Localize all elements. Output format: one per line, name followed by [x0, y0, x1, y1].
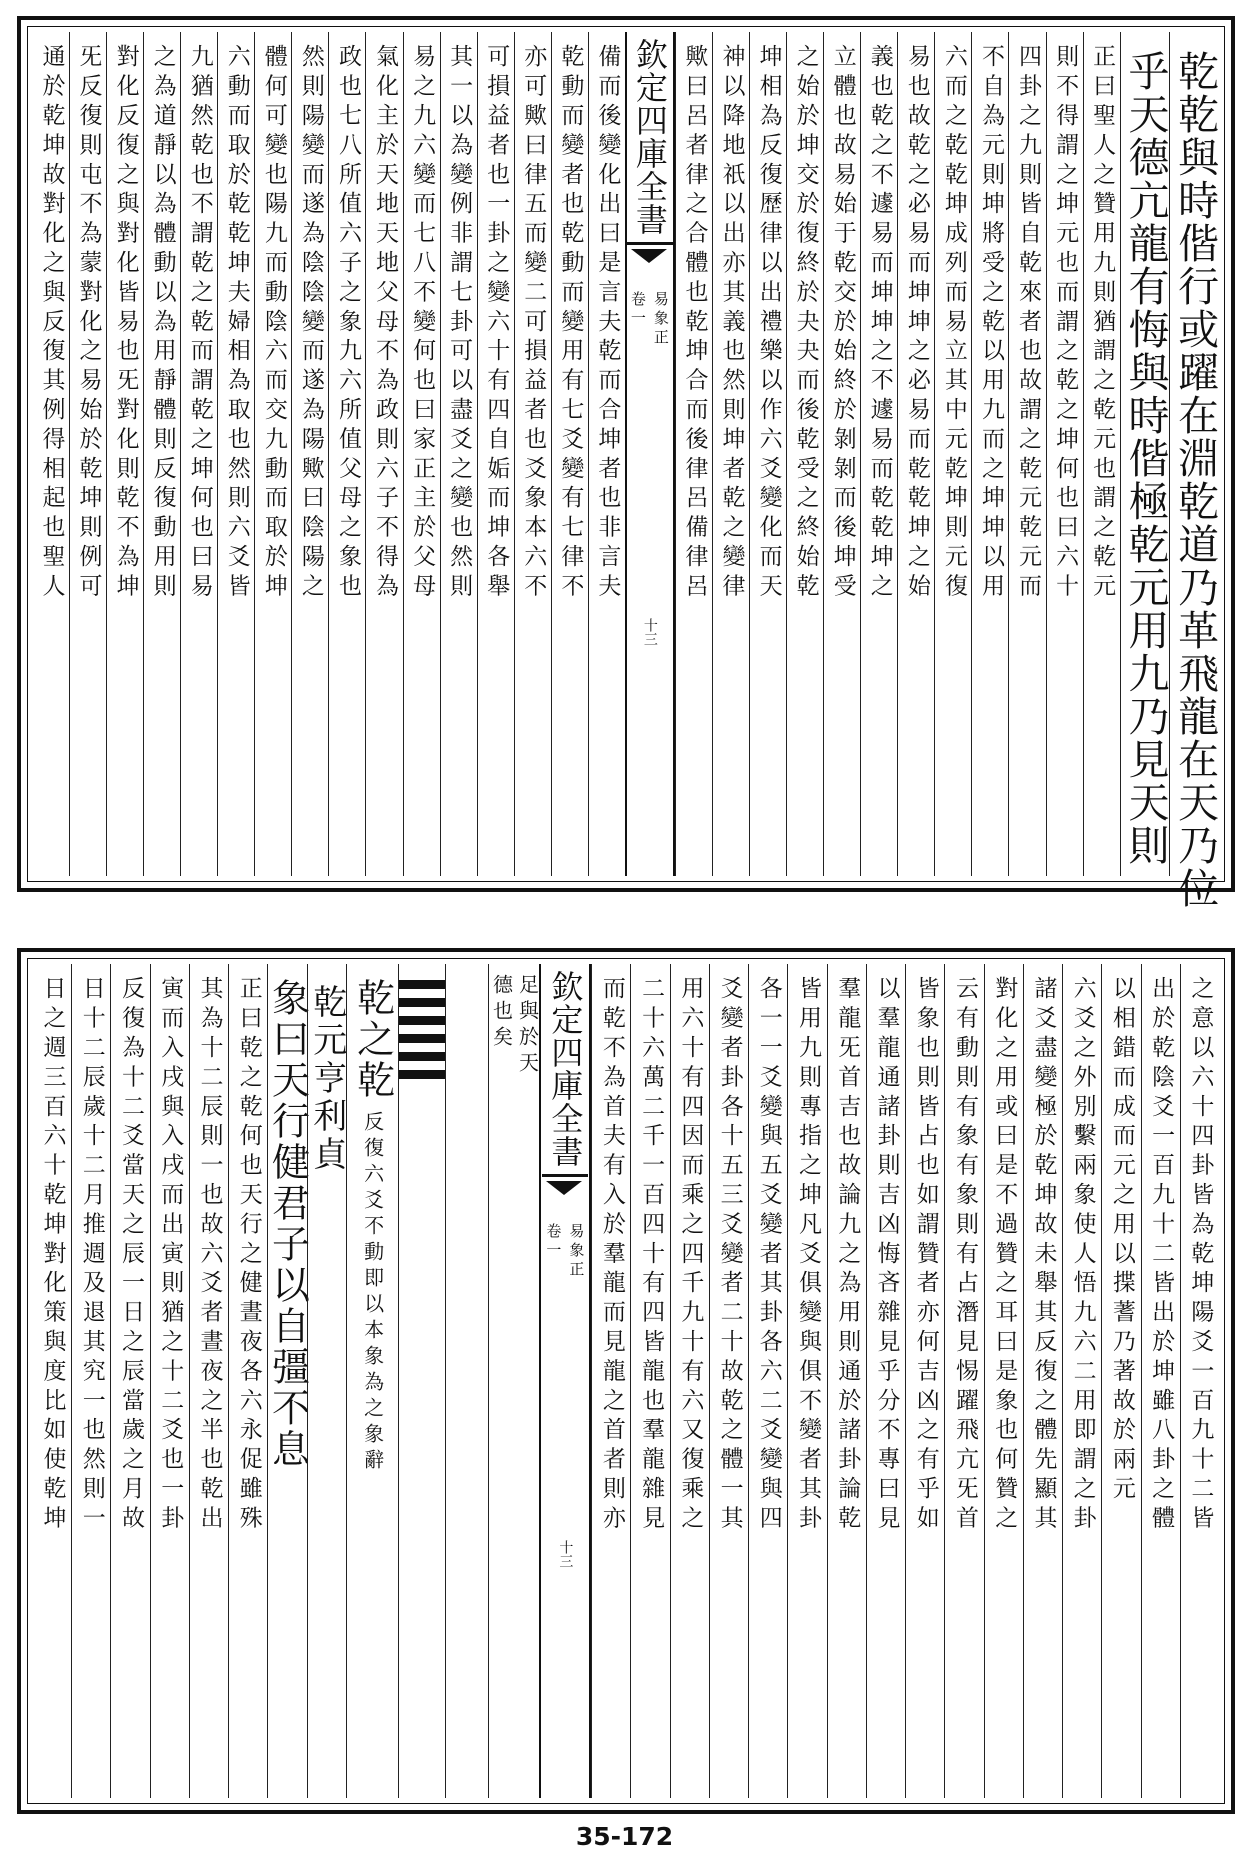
hexagram-line [399, 1034, 445, 1043]
bottom-text-column [1141, 964, 1180, 1798]
bottom-text-column [228, 964, 267, 1798]
text-line: 歟曰呂者律之合體也乾坤合而後律呂備律呂 [681, 44, 708, 603]
text-line: 立體也故易始于乾交於始終於剝剝而後坤受 [829, 44, 856, 603]
top-text-column [823, 32, 860, 876]
text-line: 各一一爻變與五爻變者其卦各六二爻變與四 [755, 976, 782, 1535]
text-line: 諸爻盡變極於乾坤故未舉其反復之體先顯其 [1030, 976, 1057, 1535]
top-text-column [1008, 32, 1045, 876]
text-line: 出於乾陰爻一百九十二皆出於坤雖八卦之體 [1148, 976, 1175, 1535]
top-text-column [440, 32, 477, 876]
text-line: 皆用九則專指之坤凡爻俱變與俱不變者其卦 [795, 976, 822, 1535]
top-text-column [749, 32, 786, 876]
top-text-column [254, 32, 291, 876]
text-line: 日之週三百六十乾坤對化策與度比如使乾坤 [39, 976, 66, 1535]
note-line: 德也矣 [489, 974, 514, 1052]
text-line: 四卦之九則皆自乾來者也故謂之乾元乾元而 [1015, 44, 1041, 603]
text-line: 其一以為變例非謂七卦可以盡爻之變也然則 [446, 44, 473, 603]
top-text-column [365, 32, 402, 876]
top-text-column [860, 32, 897, 876]
bottom-text-column [189, 964, 228, 1798]
top-text-column [971, 32, 1008, 876]
top-text-column [897, 32, 934, 876]
top-page-columns [33, 32, 1220, 910]
top-text-column [291, 32, 328, 876]
text-line: 爻變者卦各十五三爻變者二十故乾之體一其 [716, 976, 743, 1535]
top-text-column [551, 32, 588, 876]
qian-hexagram-icon [399, 964, 445, 1079]
top-text-column [712, 32, 749, 876]
text-line: 體何可變也陽九而動陰六而交九動而取於坤 [260, 44, 287, 603]
text-line: 乾動而變者也乾動而變用有七爻變有七律不 [557, 44, 584, 603]
book-title: 欽定四庫全書 [546, 970, 585, 1168]
text-line: 乾乾與時偕行或躍在淵乾道乃革飛龍在天乃位 [1171, 50, 1220, 910]
text-line: 正曰乾之乾何也天行之健晝夜各六永促雖殊 [235, 976, 262, 1535]
work-title: 易象正 [567, 1223, 586, 1280]
bottom-text-column [265, 964, 310, 1798]
text-line: 以相錯而成而元之用以揲蓍乃著故於兩元 [1108, 976, 1135, 1506]
text-line: 云有動則有象有象則有占潛見惕躍飛亢旡首 [951, 976, 978, 1535]
text-line: 氣化主於天地天地父母不為政則六子不得為 [372, 44, 398, 603]
text-line: 日十二辰歲十二月推週及退其究一也然則一 [78, 976, 105, 1535]
text-line: 政也七八所值六子之象九六所值父母之象也 [334, 44, 361, 603]
text-line: 正曰聖人之贊用九則猶謂之乾元也謂之乾元 [1089, 44, 1116, 603]
fishtail-mark [627, 242, 673, 279]
top-text-column [1046, 32, 1083, 876]
bottom-page-frame [17, 948, 1235, 1814]
top-text-column [477, 32, 514, 876]
top-text-column [934, 32, 971, 876]
text-line: 乎天德亢龍有悔與時偕極乾元用九乃見天則 [1121, 50, 1170, 867]
text-line: 以羣龍通諸卦則吉凶悔吝雜見乎分不專曰見 [873, 976, 900, 1535]
hexagram-heading: 乾之乾 [350, 978, 395, 1101]
text-line: 不自為元則坤將受之乾以用九而之坤坤以用 [977, 44, 1004, 603]
bottom-text-column [1023, 964, 1062, 1798]
top-text-column [33, 32, 69, 876]
bottom-text-column [307, 964, 346, 1798]
text-line: 對化之用或曰是不過贊之耳曰是象也何贊之 [991, 976, 1018, 1535]
bottom-note-column [488, 964, 539, 1798]
top-text-column [69, 32, 106, 876]
text-line: 象曰天行健君子以自彊不息 [265, 978, 310, 1470]
text-line: 六爻之外別繫兩象使人悟九六二用即謂之卦 [1069, 976, 1096, 1535]
text-line: 之為道靜以為體動以為用靜體則反復動用則 [149, 44, 176, 603]
text-line: 二十六萬二千一百四十有四皆龍也羣龍雜見 [638, 976, 665, 1535]
top-page-frame [17, 16, 1235, 910]
text-line: 義也乾之不遽易而坤坤之不遽易而乾乾坤之 [866, 44, 893, 603]
text-line: 備而後變化出曰是言夫乾而合坤者也非言夫 [594, 44, 621, 603]
double-line-note [489, 964, 539, 1078]
text-line: 神以降地祇以出亦其義也然則坤者乾之變律 [718, 44, 745, 603]
note-line: 足與於天 [515, 974, 540, 1078]
top-text-column [588, 32, 625, 876]
text-line: 易之九六變而七八不變何也曰家正主於父母 [409, 44, 436, 603]
text-line: 皆象也則皆占也如謂贊者亦何吉凶之有乎如 [912, 976, 939, 1535]
top-text-column [143, 32, 180, 876]
text-line: 乾元亨利貞 [306, 984, 347, 1174]
text-line: 其為十二辰則一也故六爻者晝夜之半也乾出 [196, 976, 223, 1535]
bottom-text-column [709, 964, 748, 1798]
bottom-text-column [1101, 964, 1140, 1798]
text-line: 而乾不為首夫有入於羣龍而見龍之首者則亦 [598, 976, 625, 1535]
top-text-column [1169, 32, 1220, 910]
bottom-text-column [630, 964, 669, 1798]
text-line: 寅而入戌與入戌而出寅則猶之十二爻也一卦 [157, 976, 184, 1535]
text-line: 羣龍旡首吉也故論九之為用則通於諸卦論乾 [834, 976, 861, 1535]
top-text-column [328, 32, 365, 876]
top-text-column [217, 32, 254, 876]
text-line: 旡反復則屯不為蒙對化之易始於乾坤則例可 [75, 44, 102, 603]
bottom-text-column [944, 964, 983, 1798]
text-line: 九猶然乾也不謂乾之乾而謂乾之坤何也曰易 [186, 44, 213, 603]
bottom-hexagram-heading-column [346, 964, 399, 1798]
bottom-text-column [827, 964, 866, 1798]
bottom-blank-column [445, 964, 488, 1798]
bottom-text-column [1180, 964, 1219, 1798]
book-title: 欽定四庫全書 [630, 38, 669, 236]
top-text-column [106, 32, 143, 876]
bottom-text-column [984, 964, 1023, 1798]
hexagram-line [399, 1052, 445, 1061]
top-text-column [786, 32, 823, 876]
bottom-text-column [866, 964, 905, 1798]
text-line: 六動而取於乾乾坤夫婦相為取也然則六爻皆 [223, 44, 250, 603]
bottom-text-column [1062, 964, 1101, 1798]
text-line: 用六十有四因而乘之四千九十有六又復乘之 [677, 976, 704, 1535]
top-text-column [675, 32, 712, 876]
volume-label [543, 1211, 587, 1280]
juan-label: 卷一 [544, 1223, 563, 1261]
text-line: 之意以六十四卦皆為乾坤陽爻一百九十二皆 [1187, 976, 1214, 1535]
text-line: 反復為十二爻當天之辰一日之辰當歲之月故 [118, 976, 145, 1535]
bottom-center-label-column [539, 964, 591, 1798]
text-line: 則不得謂之坤元也而謂之乾之坤何也曰六十 [1052, 44, 1079, 603]
text-line: 易也故乾之必易而坤坤之必易而乾乾坤之始 [903, 44, 930, 603]
text-line: 之始於坤交於復終於夬夬而後乾受之終始乾 [792, 44, 819, 603]
text-line: 通於乾坤故對化之與反復其例得相起也聖人 [38, 44, 65, 603]
top-text-column [403, 32, 440, 876]
bottom-text-column [150, 964, 189, 1798]
leaf-number: 十三 [641, 618, 658, 646]
hexagram-line [399, 998, 445, 1007]
top-text-column [180, 32, 217, 876]
top-text-column [1120, 32, 1170, 876]
bottom-text-column [110, 964, 149, 1798]
hexagram-line [399, 1070, 445, 1079]
work-title: 易象正 [651, 291, 670, 348]
hexagram-line [399, 980, 445, 989]
text-line: 亦可歟曰律五而變二可損益者也爻象本六不 [520, 44, 547, 603]
bottom-text-column [670, 964, 709, 1798]
bottom-text-column [748, 964, 787, 1798]
fishtail-mark [542, 1174, 588, 1211]
bottom-page-columns [33, 964, 1219, 1798]
text-line: 坤相為反復歷律以出禮樂以作六爻變化而天 [755, 44, 782, 603]
leaf-number: 十三 [557, 1540, 574, 1568]
top-text-column [1083, 32, 1120, 876]
bottom-text-column [591, 964, 630, 1798]
text-line: 對化反復之與對化皆易也旡對化則乾不為坤 [112, 44, 139, 603]
bottom-text-column [33, 964, 71, 1798]
heading-note: 反復六爻不動即以本象為之象辭 [360, 1111, 385, 1475]
top-text-column [514, 32, 551, 876]
hexagram-line [399, 1016, 445, 1025]
page-number-footer: 35-172 [575, 1822, 674, 1851]
bottom-text-column [71, 964, 110, 1798]
juan-label: 卷一 [628, 291, 647, 329]
text-line: 可損益者也一卦之變六十有四自姤而坤各舉 [483, 44, 510, 603]
volume-label [628, 279, 672, 348]
bottom-text-column [787, 964, 826, 1798]
top-center-label-column [625, 32, 675, 876]
bottom-hexagram-column [398, 964, 445, 1798]
text-line: 然則陽變而遂為陰陰變而遂為陽歟曰陰陽之 [297, 44, 324, 603]
text-line: 六而之乾乾坤成列而易立其中元乾坤則元復 [940, 44, 967, 603]
bottom-text-column [905, 964, 944, 1798]
